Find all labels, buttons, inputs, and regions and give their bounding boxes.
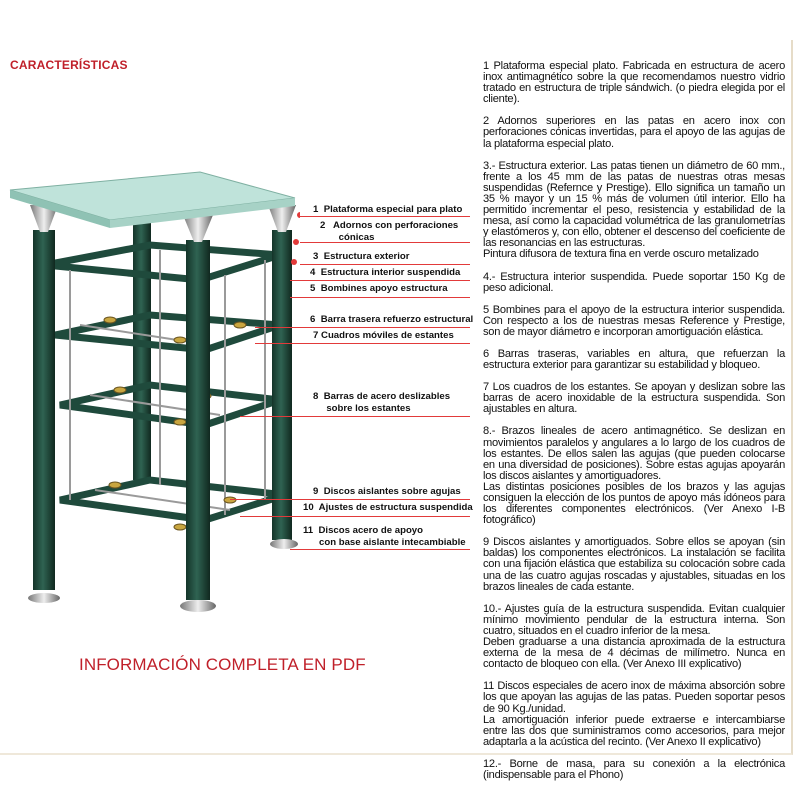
rack-illustration: [0, 160, 300, 620]
callout-8: 8 Barras de acero deslizables sobre los estantes: [313, 391, 451, 414]
pdf-info-link[interactable]: INFORMACIÓN COMPLETA EN PDF: [79, 655, 366, 674]
callout-line: [240, 516, 470, 517]
description-item: 3.- Estructura exterior. Las patas tienen un diámetro de 60 mm., frente a los 45 mm de las patas de nuestras otras mesas suspendidas (Refernce y Prestige). Ello significa un tamaño un 35 % mayor y un 15 % más de volumen útil interior. Ello ha permitido incrementar el peso, resistencia y estabilidad de la mesa, así como la capacidad volumétrica de las granulometrías y elastómeros y, con ello, obtener el descenso del coeficiente de las resonancias en las estructuras. Pintura difusora de textura fina en verde oscuro metalizado: [483, 159, 785, 261]
callout-line: [290, 549, 470, 550]
callout-10: 10 Ajustes de estructura suspendida: [303, 502, 473, 513]
callout-line: [255, 343, 470, 344]
callout-line: [255, 327, 470, 328]
callout-11: 11 Discos acero de apoyo con base aislante intecambiable: [303, 525, 466, 548]
callout-2: 2 Adornos con perforaciones cónicas: [320, 220, 459, 243]
description-item: 4.- Estructura interior suspendida. Puede soportar 150 Kg de peso adicional.: [483, 270, 785, 294]
description-item: 7 Los cuadros de los estantes. Se apoyan y deslizan sobre las barras de acero inoxidable de la estructura suspendida. Son ajustables en altura.: [483, 381, 785, 416]
description-item: 11 Discos especiales de acero inox de máxima absorción sobre los que apoyan las agujas de las patas. Pueden soportar pesos de 90 Kg./unidad. La amortiguación inferior puede extraerse e intercambiarse entre las dos que suministramos como accesorios, para mejor adaptarla a la acústica del recinto. (Ver Anexo II explicativo): [483, 680, 785, 748]
description-item: 1 Plataforma especial plato. Fabricada en estructura de acero inox antimagnético sobre la que recomendamos nuestro vidrio tratado en estructura de triple sándwich. (o piedra elegida por el cliente).: [483, 60, 785, 106]
callout-5: 5 Bombines apoyo estructura: [310, 283, 448, 294]
description-item: 10.- Ajustes guía de la estructura suspendida. Evitan cualquier mínimo movimiento pendular de la estructura interna. Son cuatro, situados en el cuadro inferior de la mesa. Deben graduarse a una distancia aproximada de la estructura externa de la mesa de 4 décimas de milímetro. Nunca en contacto de bloqueo con ella. (Ver Anexo III explicativo): [483, 602, 785, 671]
description-item: 2 Adornos superiores en las patas en acero inox con perforaciones cónicas invertidas, para el apoyo de las agujas de la plataforma especial plato.: [483, 115, 785, 150]
description-item: 12.- Borne de masa, para su conexión a la electrónica (indispensable para el Phono): [483, 757, 785, 781]
description-item: 5 Bombines para el apoyo de la estructura interior suspendida. Con respecto a los de nuestras mesas Reference y Prestige, son de mayor diámetro e incorporan amortiguación elástica.: [483, 303, 785, 338]
callout-9: 9 Discos aislantes sobre agujas: [313, 486, 461, 497]
callout-7: 7 Cuadros móviles de estantes: [313, 330, 454, 341]
callout-line: [240, 416, 470, 417]
callout-line: [290, 280, 470, 281]
callout-6: 6 Barra trasera refuerzo estructural: [310, 314, 474, 325]
callout-line: [290, 297, 470, 298]
description-list: [483, 61, 785, 792]
section-title: CARACTERÍSTICAS: [10, 58, 128, 72]
callout-4: 4 Estructura interior suspendida: [310, 267, 461, 278]
description-item: 9 Discos aislantes y amortiguados. Sobre ellos se apoyan (sin baldas) los componentes electrónicos. La instalación se facilita con una fijación elástica que estabiliza su colocación sobre cada una de las cuatro agujas roscadas y ajustables, situadas en los brazos lineales de cada estante.: [483, 536, 785, 593]
description-item: 8.- Brazos lineales de acero antimagnético. Se deslizan en movimientos paralelos y angulares a lo largo de los cuadros de los estantes. De ellos salen las agujas (que pueden colocarse en una diversidad de posiciones). Sobre estas agujas apoyarán los discos aislantes y amortiguadores. Las distintas posiciones posibles de los brazos y las agujas consiguen la elección de los puntos de apoyo más idóneos para los diferentes componentes electrónicos. (Ver Anexo I-B fotográfico): [483, 425, 785, 527]
callout-line: [300, 216, 470, 217]
callout-line: [230, 499, 470, 500]
description-item: 6 Barras traseras, variables en altura, que refuerzan la estructura exterior para garantizar su estabilidad y bloqueo.: [483, 347, 785, 372]
callout-line: [300, 264, 470, 265]
callout-1: 1 Plataforma especial para plato: [313, 204, 463, 215]
callout-3: 3 Estructura exterior: [313, 251, 410, 262]
